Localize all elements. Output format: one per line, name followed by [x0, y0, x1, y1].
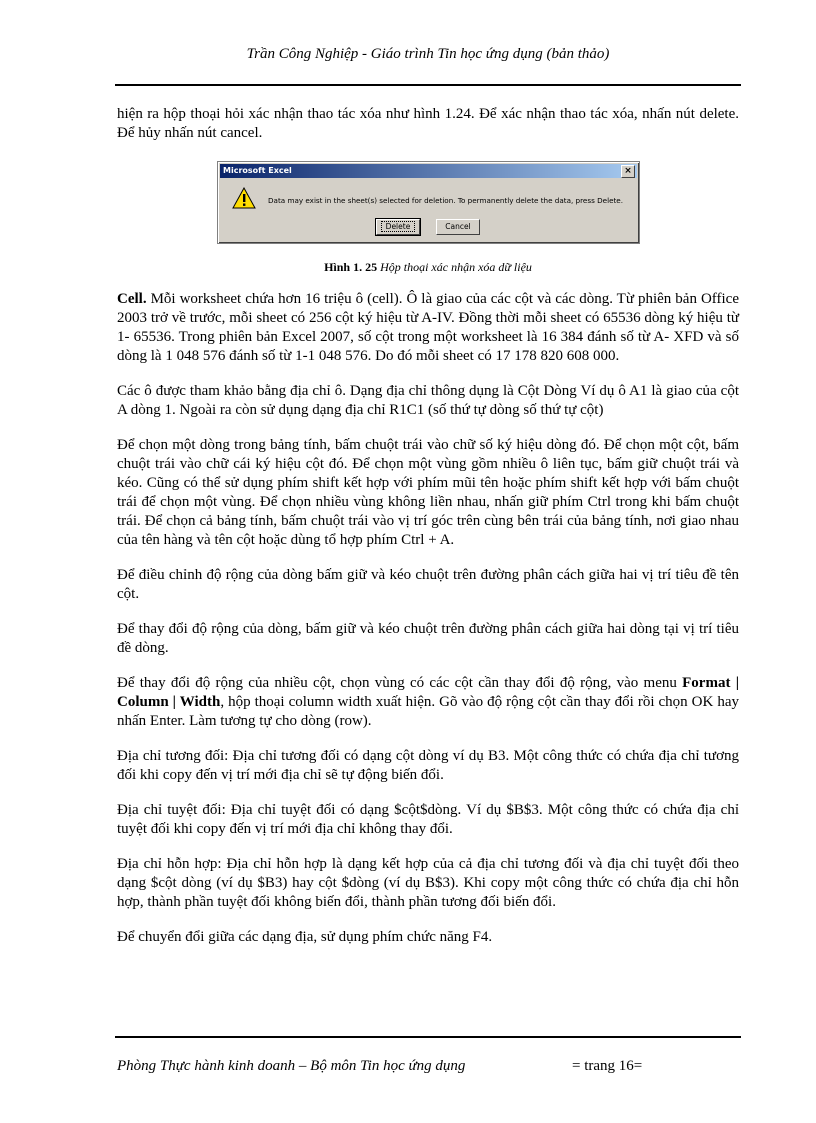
- multi-after: , hộp thoại column width xuất hiện. Gõ vào độ rộng cột cần thay đổi rồi chọn OK hay nhấn Enter. Làm tương tự cho dòng (row).: [117, 694, 739, 729]
- mixed-address-paragraph: Địa chỉ hỗn hợp: Địa chỉ hỗn hợp là dạng kết hợp của cả địa chỉ tương đối và địa chỉ tuyệt đối theo dạng $cột dòng (ví dụ $B3) hay cột $dòng (ví dụ B$3). Khi copy một công thức có chứa địa chỉ hỗn hợp, thành phần tuyệt đối không biến đổi, thành phần tương đối biến đổi.: [117, 856, 739, 910]
- cell-text: Mỗi worksheet chứa hơn 16 triệu ô (cell). Ô là giao của các cột và các dòng. Từ phiên bản Office 2003 trở về trước, mỗi sheet có 256 cột ký hiệu từ A-IV. Đồng thời mỗi sheet có 65536 dòng ký hiệu từ 1- 65536. Trong phiên bản Excel 2007, số cột trong một worksheet là 16 384 đánh số từ A- XFD và số dòng là 1 048 576 đánh số từ 1-1 048 576. Do đó mỗi sheet có 17 178 820 608 000.: [117, 291, 739, 364]
- page-number: = trang 16=: [572, 1058, 643, 1074]
- select-paragraph: Để chọn một dòng trong bảng tính, bấm chuột trái vào chữ số ký hiệu dòng đó. Để chọn một cột, bấm chuột trái vào chữ cái ký hiệu cột đó. Để chọn một vùng gồm nhiều ô liên tục, bấm giữ chuột trái và kéo. Cũng có thể sử dụng phím shift kết hợp với phím mũi tên hoặc phím shift kết hợp với bấm chuột trái để chọn một vùng. Để chọn nhiều vùng không liền nhau, nhấn giữ phím Ctrl trong khi bấm chuột trái. Để chọn cả bảng tính, bấm chuột trái vào vị trí góc trên cùng bên trái của bảng tính, nơi giao nhau của tên hàng và tên cột hoặc dùng tổ hợp phím Ctrl + A.: [117, 437, 739, 548]
- row-height-paragraph: Để thay đổi độ rộng của dòng, bấm giữ và kéo chuột trên đường phân cách giữa hai dòng tại vị trí tiêu đề dòng.: [117, 621, 739, 656]
- figure-caption-text: Hộp thoại xác nhận xóa dữ liệu: [380, 260, 532, 274]
- excel-delete-dialog: [217, 161, 640, 244]
- relative-address-paragraph: Địa chỉ tương đối: Địa chỉ tương đối có dạng cột dòng ví dụ B3. Một công thức có chứa địa chỉ tương đối khi copy đến vị trí mới địa chỉ sẽ tự động biến đổi.: [117, 748, 739, 783]
- page-header-title: Trần Công Nghiệp - Giáo trình Tin học ứng dụng (bản thảo): [246, 46, 610, 62]
- dialog-message: Data may exist in the sheet(s) selected for deletion. To permanently delete the data, press Delete.: [268, 196, 624, 205]
- delete-button[interactable]: [376, 219, 420, 235]
- footer-department: Phòng Thực hành kinh doanh – Bộ môn Tin học ứng dụng: [117, 1058, 466, 1074]
- multi-before: Để thay đổi độ rộng của nhiều cột, chọn vùng có các cột cần thay đổi độ rộng, vào menu: [117, 675, 683, 691]
- delete-button-label: Delete: [381, 221, 416, 232]
- header-divider: [115, 84, 741, 86]
- close-icon[interactable]: ×: [621, 165, 635, 178]
- page-body-main: [117, 290, 739, 963]
- cancel-button[interactable]: Cancel: [436, 219, 480, 235]
- multi-column-paragraph: [117, 674, 739, 731]
- address-paragraph: Các ô được tham khảo bằng địa chỉ ô. Dạng địa chỉ thông dụng là Cột Dòng Ví dụ ô A1 là giao của cột A dòng 1. Ngoài ra còn sử dụng dạng địa chỉ R1C1 (số thứ tự dòng số thứ tự cột): [117, 383, 739, 418]
- absolute-address-paragraph: Địa chỉ tuyệt đối: Địa chỉ tuyệt đối có dạng $cột$dòng. Ví dụ $B$3. Một công thức có chứa địa chỉ tuyệt đối khi copy đến vị trí mới địa chỉ không thay đổi.: [117, 802, 739, 837]
- dialog-title: Microsoft Excel: [223, 166, 292, 175]
- cell-paragraph: [117, 290, 739, 366]
- warning-icon: [232, 187, 256, 213]
- page-body: [117, 105, 739, 153]
- dialog-title-bar: [220, 164, 637, 178]
- intro-paragraph: hiện ra hộp thoại hỏi xác nhận thao tác xóa như hình 1.24. Để xác nhận thao tác xóa, nhấn nút delete. Để hủy nhấn nút cancel.: [117, 106, 739, 141]
- format-menu-path: Format | Column | Width: [117, 675, 740, 710]
- footer-divider: [115, 1036, 741, 1038]
- cell-term: Cell.: [117, 291, 147, 307]
- figure-caption-label: Hình 1. 25: [324, 260, 378, 274]
- f4-paragraph: Để chuyển đổi giữa các dạng địa, sử dụng phím chức năng F4.: [117, 929, 493, 945]
- column-width-paragraph: Để điều chỉnh độ rộng của dòng bấm giữ và kéo chuột trên đường phân cách giữa hai vị trí tiêu đề tên cột.: [117, 567, 739, 602]
- figure-caption: [117, 260, 739, 275]
